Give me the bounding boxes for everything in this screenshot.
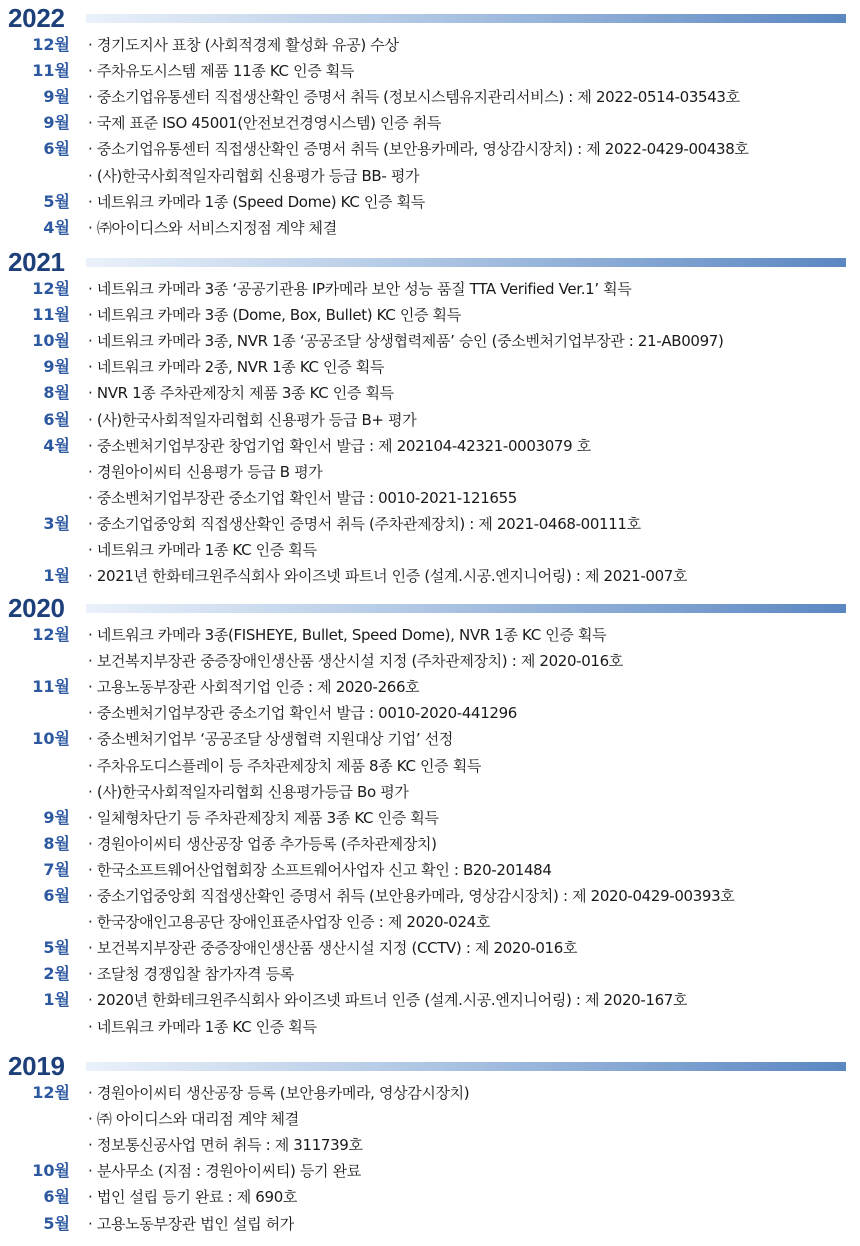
- year-header: [0, 246, 860, 278]
- history-entry: [0, 459, 860, 485]
- history-entry: [0, 380, 860, 406]
- entry-text: · 조달청 경쟁입찰 참가자격 등록: [88, 965, 294, 984]
- month-label: 6월: [43, 1187, 70, 1207]
- month-label: 3월: [43, 513, 70, 533]
- year-header: [0, 592, 860, 624]
- month-label: 6월: [43, 139, 70, 159]
- month-label: 11월: [32, 61, 70, 81]
- entry-text: · 경원아이씨티 생산공장 등록 (보안용카메라, 영상감시장치): [88, 1084, 470, 1102]
- month-label: 9월: [43, 113, 70, 133]
- history-entry: [0, 700, 860, 726]
- entry-text: · (사)한국사회적일자리협회 신용평가 등급 B+ 평가: [88, 410, 417, 429]
- month-label: 9월: [43, 807, 70, 827]
- entry-text: · 네트워크 카메라 3종, NVR 1종 ‘공공조달 상생협력제품’ 승인 (중소벤처기업부장관 : 21-AB0097): [88, 332, 724, 351]
- year-header: [0, 2, 860, 34]
- entry-text: · 중소기업유통센터 직접생산확인 증명서 취득 (정보시스템유지관리서비스) : 제 2022-0514-03543호: [88, 88, 740, 107]
- year-header: [0, 1050, 860, 1082]
- entry-text: · 경원아이씨티 신용평가 등급 B 평가: [88, 462, 323, 481]
- entry-text: · 경원아이씨티 생산공장 업종 추가등록 (주차관제장치): [88, 834, 437, 853]
- entry-text: · 2021년 한화테크윈주식회사 와이즈넷 파트너 인증 (설계.시공.엔지니어링) : 제 2021-007호: [88, 567, 688, 586]
- history-entry: [0, 883, 860, 909]
- entry-text: · 정보통신공사업 면허 취득 : 제 311739호: [88, 1136, 363, 1155]
- history-entry: [0, 563, 860, 589]
- entry-text: · 법인 설립 등기 완료 : 제 690호: [88, 1188, 298, 1207]
- entry-text: · 주차유도시스템 제품 11종 KC 인증 획득: [88, 62, 355, 81]
- entry-text: · 중소벤처기업부장관 중소기업 확인서 발급 : 0010-2021-121655: [88, 488, 517, 507]
- history-entry: [0, 1211, 860, 1237]
- history-entry: [0, 537, 860, 563]
- entry-text: · 고용노동부장관 법인 설립 허가: [88, 1214, 294, 1233]
- month-label: 4월: [43, 435, 70, 455]
- history-entry: [0, 857, 860, 883]
- entry-text: · (사)한국사회적일자리협회 신용평가 등급 BB- 평가: [88, 166, 420, 185]
- history-entry: [0, 674, 860, 700]
- month-label: 10월: [32, 1161, 70, 1181]
- entry-text: · 분사무소 (지점 : 경원아이씨티) 등기 완료: [88, 1162, 361, 1181]
- history-entry: [0, 485, 860, 511]
- month-label: 11월: [32, 305, 70, 325]
- entry-text: · ㈜ 아이디스와 대리점 계약 체결: [88, 1110, 299, 1129]
- history-entry: [0, 648, 860, 674]
- month-label: 8월: [43, 383, 70, 403]
- history-entry: [0, 58, 860, 84]
- entry-text: · NVR 1종 주차관제장치 제품 3종 KC 인증 획득: [88, 384, 394, 403]
- month-label: 11월: [32, 677, 70, 697]
- entry-text: · 고용노동부장관 사회적기업 인증 : 제 2020-266호: [88, 678, 420, 697]
- month-label: 7월: [43, 859, 70, 879]
- entry-text: · 네트워크 카메라 1종 KC 인증 획득: [88, 1017, 317, 1036]
- entry-text: · (사)한국사회적일자리협회 신용평가등급 Bo 평가: [88, 782, 409, 801]
- year-label: 2019: [8, 1051, 65, 1081]
- history-entry: [0, 726, 860, 752]
- year-label: 2020: [8, 593, 65, 623]
- history-entry: [0, 84, 860, 110]
- history-entry: [0, 1080, 860, 1106]
- entry-text: · 한국장애인고용공단 장애인표준사업장 인증 : 제 2020-024호: [88, 913, 490, 932]
- entry-text: · 경기도지사 표창 (사회적경제 활성화 유공) 수상: [88, 36, 399, 54]
- month-label: 5월: [43, 191, 70, 211]
- entry-text: · 주차유도디스플레이 등 주차관제장치 제품 8종 KC 인증 획득: [88, 756, 481, 775]
- history-entry: [0, 215, 860, 241]
- month-label: 9월: [43, 357, 70, 377]
- history-entry: [0, 831, 860, 857]
- entry-text: · 중소기업중앙회 직접생산확인 증명서 취득 (보안용카메라, 영상감시장치) : 제 2020-0429-00393호: [88, 887, 735, 905]
- entry-text: · 보건복지부장관 중증장애인생산품 생산시설 지정 (주차관제장치) : 제 2020-016호: [88, 652, 623, 671]
- history-entry: [0, 354, 860, 380]
- entry-text: · 중소벤처기업부장관 중소기업 확인서 발급 : 0010-2020-441296: [88, 704, 517, 723]
- history-entry: [0, 136, 860, 162]
- entry-text: · 중소벤처기업부 ‘공공조달 상생협력 지원대상 기업’ 선정: [88, 730, 453, 749]
- history-entry: [0, 328, 860, 354]
- history-entry: [0, 511, 860, 537]
- entry-text: · 국제 표준 ISO 45001(안전보건경영시스템) 인증 취득: [88, 114, 441, 133]
- entry-text: · 네트워크 카메라 2종, NVR 1종 KC 인증 획득: [88, 358, 385, 377]
- month-label: 2월: [43, 964, 70, 984]
- history-entry: [0, 935, 860, 961]
- entry-text: · 중소기업유통센터 직접생산확인 증명서 취득 (보안용카메라, 영상감시장치) : 제 2022-0429-00438호: [88, 140, 749, 159]
- entry-text: · 중소벤처기업부장관 창업기업 확인서 발급 : 제 202104-42321-0003079 호: [88, 436, 591, 455]
- entry-text: · 중소기업중앙회 직접생산확인 증명서 취득 (주차관제장치) : 제 2021-0468-00111호: [88, 514, 641, 533]
- entry-text: · 네트워크 카메라 3종(FISHEYE, Bullet, Speed Dome), NVR 1종 KC 인증 획득: [88, 626, 607, 644]
- history-entry: [0, 779, 860, 805]
- history-entry: [0, 622, 860, 648]
- month-label: 6월: [43, 409, 70, 429]
- history-entry: [0, 407, 860, 433]
- year-label: 2022: [8, 3, 65, 33]
- entry-text: · 보건복지부장관 중증장애인생산품 생산시설 지정 (CCTV) : 제 2020-016호: [88, 939, 578, 958]
- history-entry: [0, 805, 860, 831]
- month-label: 12월: [32, 279, 70, 298]
- month-label: 12월: [32, 35, 70, 54]
- entry-text: · 네트워크 카메라 1종 KC 인증 획득: [88, 541, 317, 559]
- entry-text: · ㈜아이디스와 서비스지정점 계약 체결: [88, 218, 337, 237]
- history-entry: [0, 909, 860, 935]
- year-divider-bar: [86, 14, 846, 23]
- history-entry: [0, 1184, 860, 1210]
- history-entry: [0, 1158, 860, 1184]
- month-label: 8월: [43, 833, 70, 853]
- history-entry: [0, 163, 860, 189]
- history-entry: [0, 1014, 860, 1040]
- history-entry: [0, 302, 860, 328]
- month-label: 5월: [43, 1213, 70, 1233]
- history-entry: [0, 961, 860, 987]
- month-label: 4월: [43, 217, 70, 237]
- month-label: 12월: [32, 625, 70, 644]
- history-entry: [0, 753, 860, 779]
- history-entry: [0, 276, 860, 302]
- history-entry: [0, 110, 860, 136]
- entry-text: · 네트워크 카메라 3종 ‘공공기관용 IP카메라 보안 성능 품질 TTA Verified Ver.1’ 획득: [88, 280, 632, 298]
- entry-text: · 네트워크 카메라 1종 (Speed Dome) KC 인증 획득: [88, 192, 425, 211]
- month-label: 5월: [43, 938, 70, 958]
- history-entry: [0, 987, 860, 1013]
- month-label: 1월: [43, 990, 70, 1010]
- history-entry: [0, 189, 860, 215]
- month-label: 1월: [43, 566, 70, 586]
- month-label: 6월: [43, 886, 70, 905]
- year-label: 2021: [8, 247, 65, 277]
- history-entry: [0, 1132, 860, 1158]
- entry-text: · 2020년 한화테크윈주식회사 와이즈넷 파트너 인증 (설계.시공.엔지니어링) : 제 2020-167호: [88, 991, 688, 1010]
- entry-text: · 일체형차단기 등 주차관제장치 제품 3종 KC 인증 획득: [88, 808, 439, 827]
- year-divider-bar: [86, 1062, 846, 1071]
- year-divider-bar: [86, 604, 846, 613]
- history-entry: [0, 32, 860, 58]
- month-label: 10월: [32, 729, 70, 749]
- month-label: 12월: [32, 1083, 70, 1102]
- month-label: 9월: [43, 87, 70, 107]
- entry-text: · 네트워크 카메라 3종 (Dome, Box, Bullet) KC 인증 획득: [88, 306, 461, 325]
- entry-text: · 한국소프트웨어산업협회장 소프트웨어사업자 신고 확인 : B20-201484: [88, 860, 552, 879]
- history-entry: [0, 433, 860, 459]
- history-entry: [0, 1106, 860, 1132]
- year-divider-bar: [86, 258, 846, 267]
- month-label: 10월: [32, 331, 70, 351]
